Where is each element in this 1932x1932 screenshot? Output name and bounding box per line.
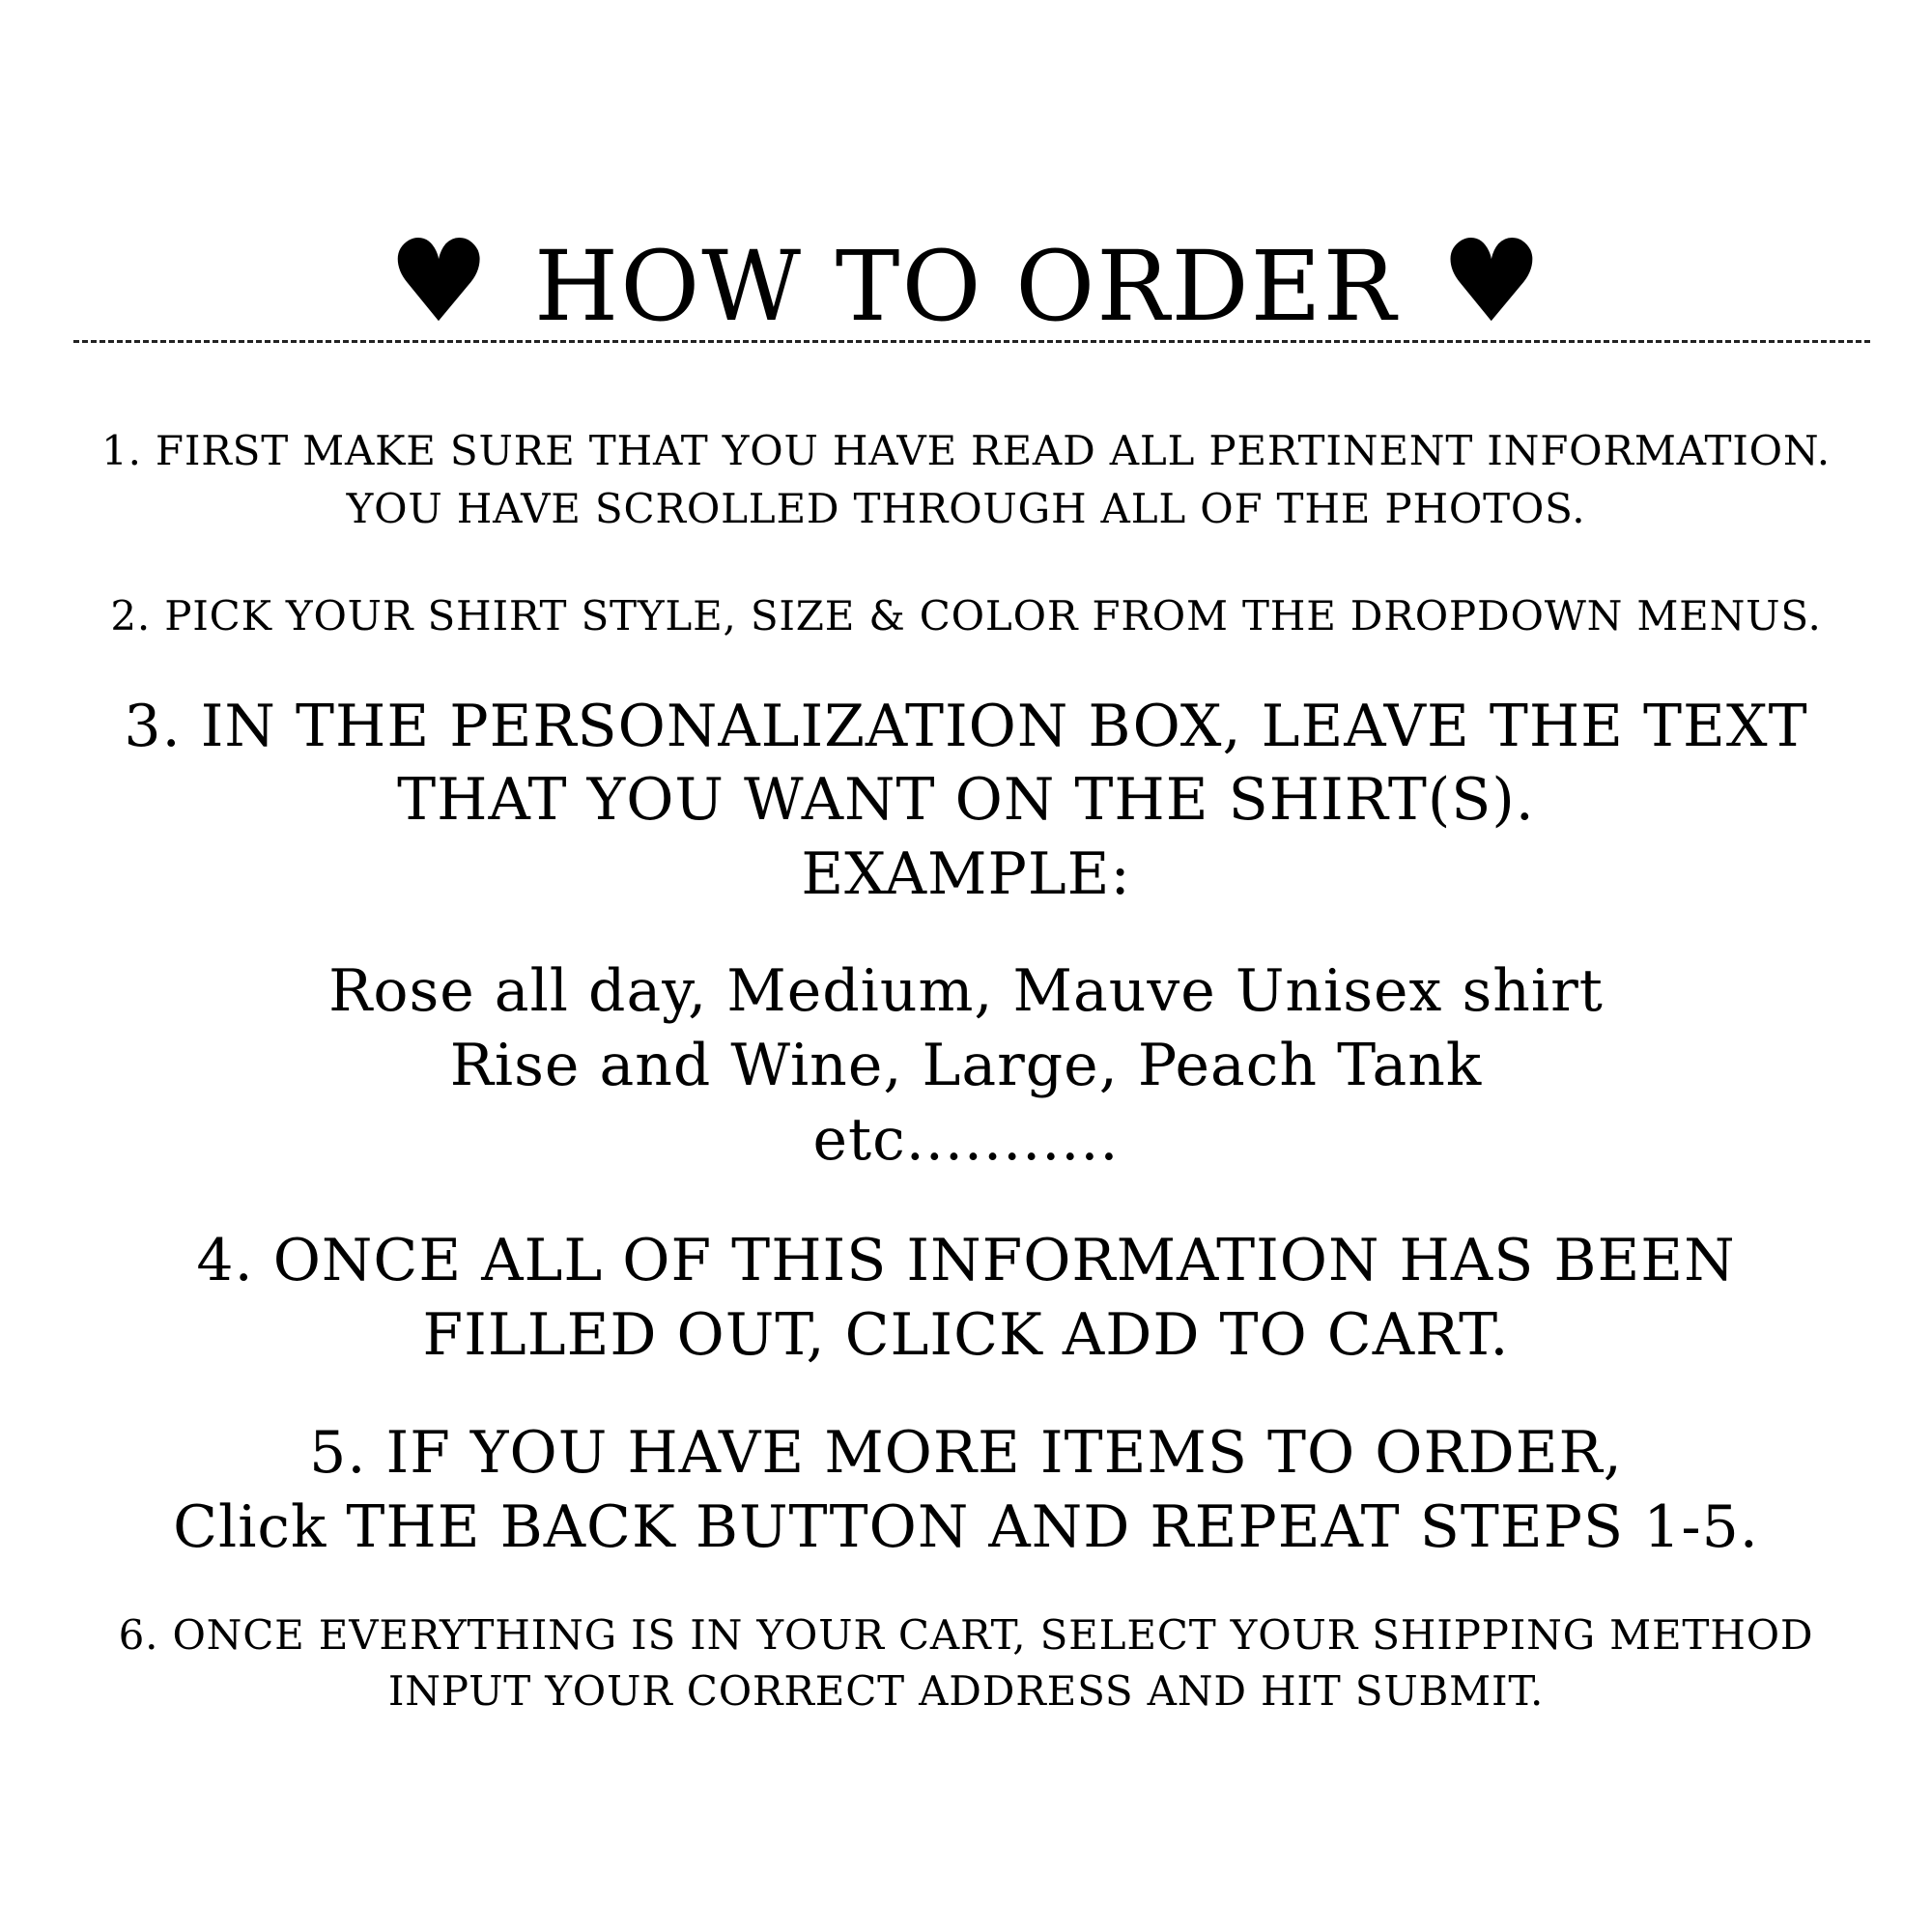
title-text: HOW TO ORDER bbox=[534, 230, 1398, 343]
step-3-line-3: EXAMPLE: bbox=[801, 840, 1131, 908]
heart-icon: ♥ bbox=[387, 214, 492, 348]
example-line-3: etc........... bbox=[812, 1106, 1120, 1174]
step-5-line-2: Click THE BACK BUTTON AND REPEAT STEPS 1-5. bbox=[173, 1493, 1759, 1561]
page-title bbox=[0, 214, 1932, 348]
step-1-line-2: YOU HAVE SCROLLED THROUGH ALL OF THE PHOTOS. bbox=[346, 485, 1586, 532]
example-line-2: Rise and Wine, Large, Peach Tank bbox=[449, 1032, 1483, 1099]
heart-icon: ♥ bbox=[1439, 214, 1545, 348]
example-line-1: Rose all day, Medium, Mauve Unisex shirt bbox=[328, 957, 1604, 1025]
step-6-line-2: INPUT YOUR CORRECT ADDRESS AND HIT SUBMIT. bbox=[387, 1667, 1545, 1715]
step-5-line-1: 5. IF YOU HAVE MORE ITEMS TO ORDER, bbox=[309, 1419, 1623, 1487]
step-2-line-1: 2. PICK YOUR SHIRT STYLE, SIZE & COLOR FROM THE DROPDOWN MENUS. bbox=[110, 592, 1822, 639]
step-4-line-1: 4. ONCE ALL OF THIS INFORMATION HAS BEEN bbox=[196, 1227, 1736, 1294]
dashed-divider bbox=[73, 340, 1870, 343]
step-3-line-1: 3. IN THE PERSONALIZATION BOX, LEAVE THE TEXT bbox=[124, 693, 1808, 760]
step-4-line-2: FILLED OUT, CLICK ADD TO CART. bbox=[422, 1301, 1510, 1369]
step-6-line-1: 6. ONCE EVERYTHING IS IN YOUR CART, SELECT YOUR SHIPPING METHOD bbox=[118, 1611, 1814, 1659]
step-3-line-2: THAT YOU WANT ON THE SHIRT(S). bbox=[397, 766, 1535, 834]
step-1-line-1: 1. FIRST MAKE SURE THAT YOU HAVE READ ALL PERTINENT INFORMATION. bbox=[101, 427, 1831, 474]
